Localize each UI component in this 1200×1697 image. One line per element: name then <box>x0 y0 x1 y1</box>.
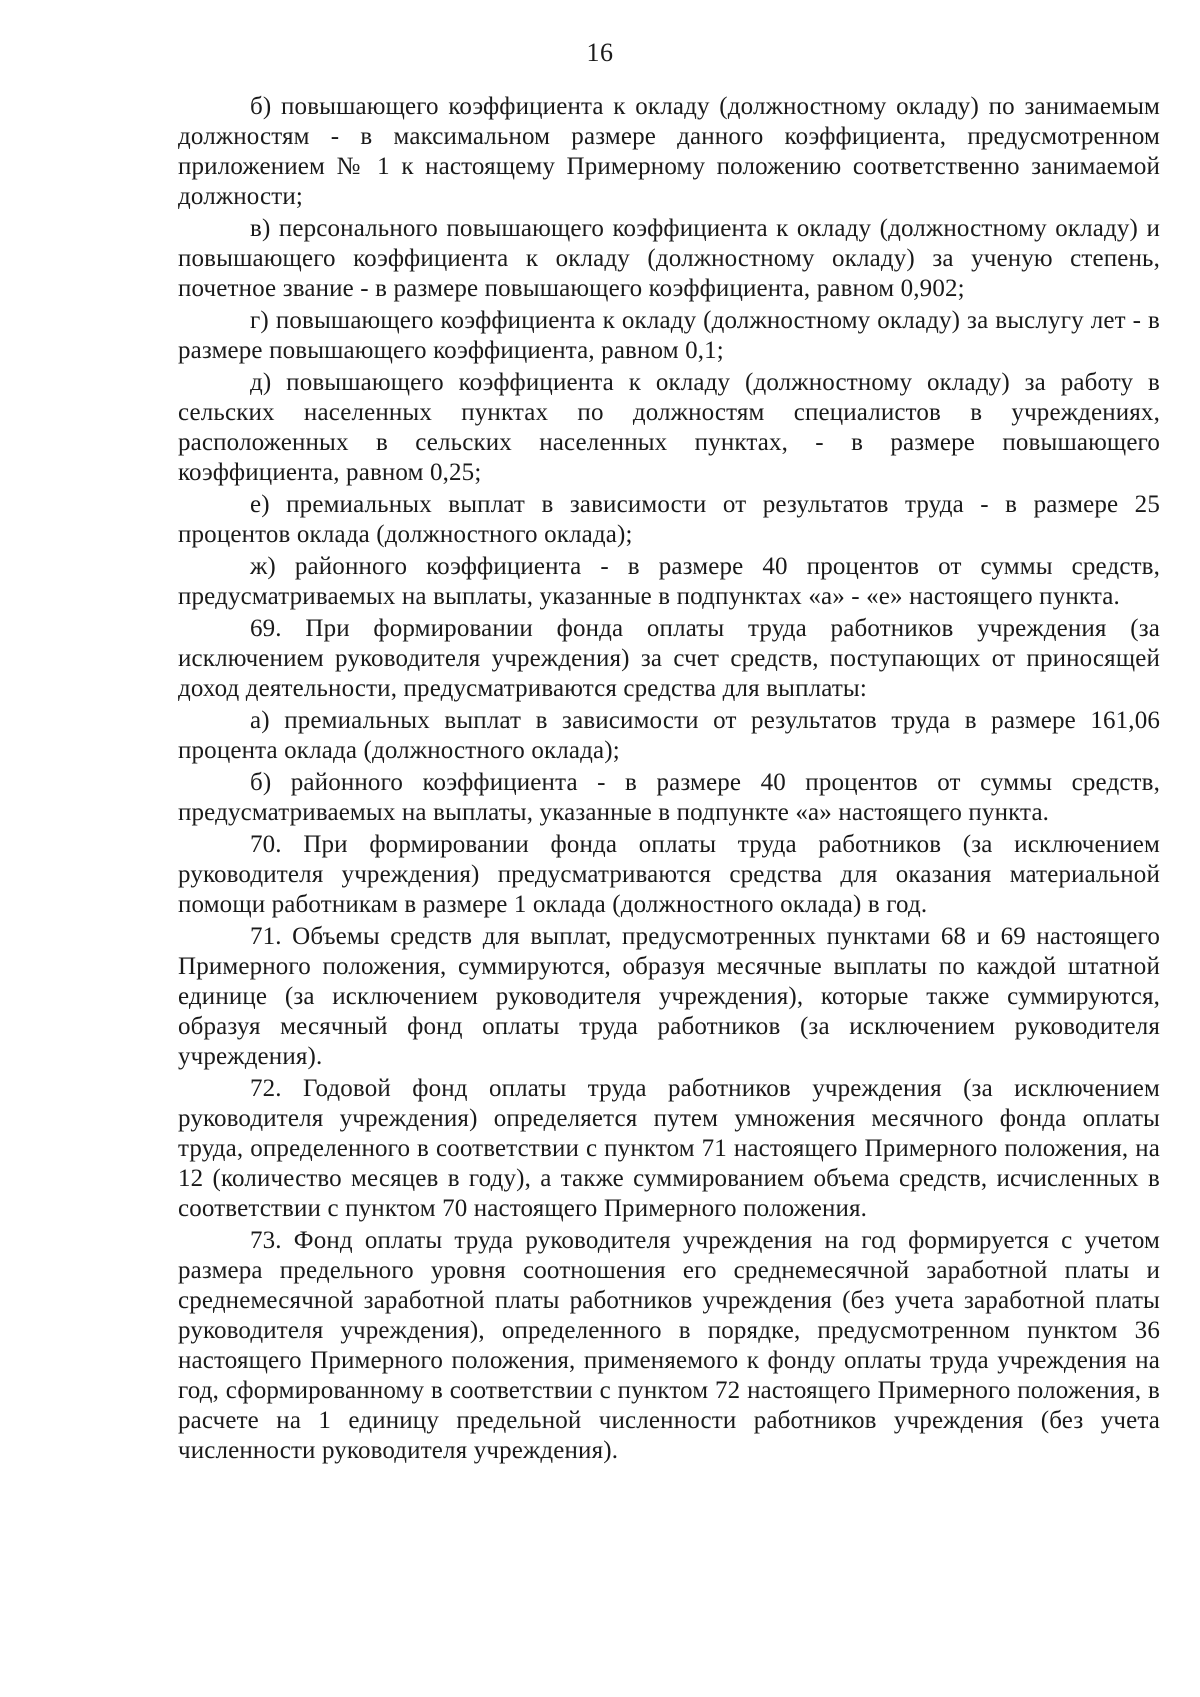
paragraph-d-rural: д) повышающего коэффициента к окладу (должностному окладу) за работу в сельских населенных пунктах по должностям специалистов в учреждениях, расположенных в сельских населенных пунктах, - в размере повышающего коэффициента, равном 0,25; <box>178 369 1160 486</box>
paragraph-g-seniority: г) повышающего коэффициента к окладу (должностному окладу) за выслугу лет - в размере повышающего коэффициента, равном 0,1; <box>178 307 1160 364</box>
paragraph-71: 71. Объемы средств для выплат, предусмотренных пунктами 68 и 69 настоящего Примерного положения, суммируются, образуя месячные выплаты по каждой штатной единице (за исключением руководителя учреждения), которые также суммируются, образуя месячный фонд оплаты труда работников (за исключением руководителя учреждения). <box>178 923 1160 1070</box>
paragraph-69-b: б) районного коэффициента - в размере 40 процентов от суммы средств, предусматриваемых на выплаты, указанные в подпункте «а» настоящего пункта. <box>178 769 1160 826</box>
paragraph-zh-regional: ж) районного коэффициента - в размере 40 процентов от суммы средств, предусматриваемых на выплаты, указанные в подпунктах «а» - «е» настоящего пункта. <box>178 553 1160 610</box>
paragraph-72: 72. Годовой фонд оплаты труда работников учреждения (за исключением руководителя учреждения) определяется путем умножения месячного фонда оплаты труда, определенного в соответствии с пунктом 71 настоящего Примерного положения, на 12 (количество месяцев в году), а также суммированием объема средств, исчисленных в соответствии с пунктом 70 настоящего Примерного положения. <box>178 1075 1160 1222</box>
paragraph-70: 70. При формировании фонда оплаты труда работников (за исключением руководителя учреждения) предусматриваются средства для оказания материальной помощи работникам в размере 1 оклада (должностного оклада) в год. <box>178 831 1160 918</box>
paragraph-69-a: а) премиальных выплат в зависимости от результатов труда в размере 161,06 процента оклада (должностного оклада); <box>178 707 1160 764</box>
paragraph-73: 73. Фонд оплаты труда руководителя учреждения на год формируется с учетом размера предельного уровня соотношения его среднемесячной заработной платы и среднемесячной заработной платы работников учреждения (без учета заработной платы руководителя учреждения), определенного в порядке, предусмотренном пунктом 36 настоящего Примерного положения, применяемого к фонду оплаты труда учреждения на год, сформированному в соответствии с пунктом 72 настоящего Примерного положения, в расчете на 1 единицу предельной численности работников учреждения (без учета численности руководителя учреждения). <box>178 1227 1160 1464</box>
paragraph-v-personal-coefficient: в) персонального повышающего коэффициента к окладу (должностному окладу) и повышающего коэффициента к окладу (должностному окладу) за ученую степень, почетное звание - в размере повышающего коэффициента, равном 0,902; <box>178 215 1160 302</box>
page-number: 16 <box>586 38 614 67</box>
paragraph-e-bonus: е) премиальных выплат в зависимости от результатов труда - в размере 25 процентов оклада (должностного оклада); <box>178 491 1160 548</box>
paragraph-69: 69. При формировании фонда оплаты труда работников учреждения (за исключением руководителя учреждения) за счет средств, поступающих от приносящей доход деятельности, предусматриваются средства для выплаты: <box>178 615 1160 702</box>
document-body <box>178 92 1160 1468</box>
paragraph-b-coefficient: б) повышающего коэффициента к окладу (должностному окладу) по занимаемым должностям - в максимальном размере данного коэффициента, предусмотренном приложением № 1 к настоящему Примерному положению соответственно занимаемой должности; <box>178 93 1160 210</box>
